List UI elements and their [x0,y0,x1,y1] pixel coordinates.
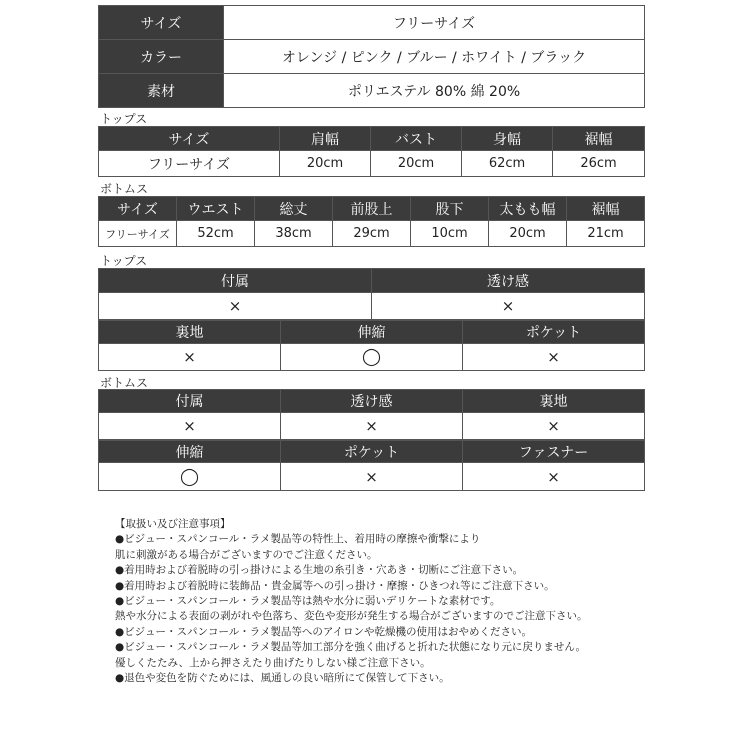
bottoms-size-section-label: ボトムス [100,182,149,196]
bottoms-header-zipper: ファスナー [463,441,645,463]
tops-detail-table-row2 [98,320,645,371]
bottoms-header-size: サイズ [99,197,177,221]
tops-value-bust: 20cm [371,151,462,177]
care-note-line: 優しくたたみ、上から押さえたり曲げたりしない様ご注意下さい。 [115,656,431,669]
care-note-line: ●退色や変色を防ぐためには、風通しの良い暗所にて保管して下さい。 [115,672,450,685]
bottoms-detail-section-label: ボトムス [100,376,149,390]
tops-header-pocket: ポケット [463,321,645,344]
material-value: ポリエステル 80% 綿 20% [224,74,645,108]
tops-header-sheerness: 透け感 [372,269,645,293]
tops-value-size: フリーサイズ [99,151,280,177]
care-note-line: ●ビジュー・スパンコール・ラメ製品等の特性上、着用時の摩擦や衝撃により [115,533,481,546]
tops-header-stretch: 伸縮 [281,321,463,344]
bottoms-value-thigh-width: 20cm [489,221,567,247]
tops-value-hem-width: 26cm [553,151,645,177]
bottoms-header-stretch: 伸縮 [99,441,281,463]
bottoms-value-accessory: × [99,413,281,440]
care-note-line: ●ビジュー・スパンコール・ラメ製品等は熱や水分に弱いデリケートな素材です。 [115,595,501,608]
bottoms-value-pocket: × [281,463,463,491]
tops-value-body-width: 62cm [462,151,553,177]
bottoms-header-front-rise: 前股上 [333,197,411,221]
care-notes-title: 【取扱い及び注意事項】 [115,518,231,530]
care-note-line: 熱や水分による表面の剥がれや色落ち、変色や変形が発生する場合がございますのでご注意下さい。 [115,610,588,623]
material-label: 素材 [99,74,224,108]
tops-detail-section-label: トップス [100,254,148,268]
size-label: サイズ [99,6,224,40]
size-value: フリーサイズ [224,6,645,40]
color-value: オレンジ / ピンク / ブルー / ホワイト / ブラック [224,40,645,74]
bottoms-header-lining: 裏地 [463,390,645,413]
care-note-line: ●ビジュー・スパンコール・ラメ製品等へのアイロンや乾燥機の使用はおやめください。 [115,625,532,638]
care-note-line: 肌に刺激がある場合がございますのでご注意ください。 [115,548,378,561]
bottoms-header-pocket: ポケット [281,441,463,463]
tops-header-shoulder: 肩幅 [280,127,371,151]
care-note-line: ●着用時および着脱時に装飾品・貴金属等への引っ掛け・摩擦・ひきつれ等にご注意下さい。 [115,579,555,592]
tops-detail-table-row1 [98,268,645,320]
tops-value-sheerness: × [372,293,645,320]
bottoms-header-accessory: 付属 [99,390,281,413]
tops-header-accessory: 付属 [99,269,372,293]
bottoms-value-lining: × [463,413,645,440]
bottoms-header-waist: ウエスト [177,197,255,221]
tops-size-table [98,126,645,177]
bottoms-value-hem-width: 21cm [567,221,645,247]
bottoms-value-stretch: ◯ [99,463,281,491]
tops-header-bust: バスト [371,127,462,151]
tops-value-lining: × [99,344,281,371]
care-note-line: ●ビジュー・スパンコール・ラメ製品等加工部分を強く曲げると折れた状態になり元に戻りません。 [115,641,587,654]
bottoms-header-thigh-width: 太もも幅 [489,197,567,221]
tops-header-lining: 裏地 [99,321,281,344]
bottoms-size-table [98,196,645,247]
tops-header-size: サイズ [99,127,280,151]
tops-value-pocket: × [463,344,645,371]
bottoms-detail-table-row2 [98,440,645,491]
bottoms-value-size: フリーサイズ [99,221,177,247]
tops-value-shoulder: 20cm [280,151,371,177]
tops-header-body-width: 身幅 [462,127,553,151]
bottoms-value-sheerness: × [281,413,463,440]
bottoms-value-waist: 52cm [177,221,255,247]
care-notes [115,517,635,686]
bottoms-header-sheerness: 透け感 [281,390,463,413]
tops-value-accessory: × [99,293,372,320]
tops-size-section-label: トップス [100,112,148,126]
care-note-line: ●着用時および着脱時の引っ掛けによる生地の糸引き・穴あき・切断にご注意下さい。 [115,564,524,577]
bottoms-header-hem-width: 裾幅 [567,197,645,221]
color-label: カラー [99,40,224,74]
tops-value-stretch: ◯ [281,344,463,371]
bottoms-detail-table-row1 [98,389,645,440]
bottoms-header-inseam: 股下 [411,197,489,221]
tops-header-hem-width: 裾幅 [553,127,645,151]
bottoms-value-length: 38cm [255,221,333,247]
product-info-table [98,5,645,108]
bottoms-value-front-rise: 29cm [333,221,411,247]
bottoms-value-zipper: × [463,463,645,491]
bottoms-header-length: 総丈 [255,197,333,221]
bottoms-value-inseam: 10cm [411,221,489,247]
